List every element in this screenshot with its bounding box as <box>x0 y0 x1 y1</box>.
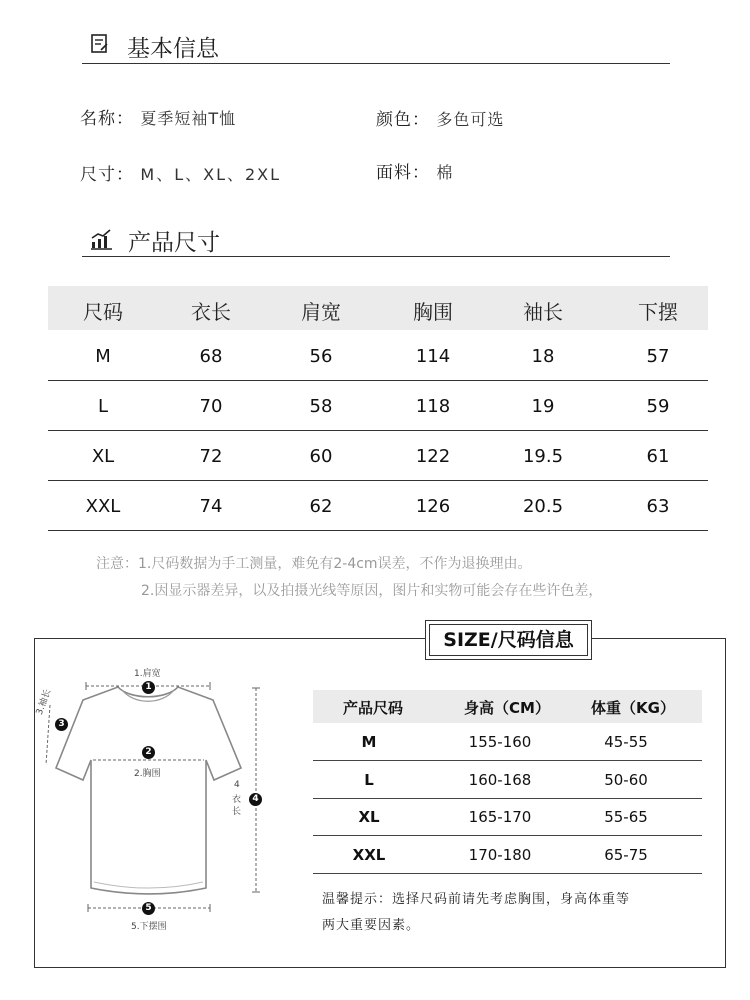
tip-line-1: 温馨提示：选择尺码前请先考虑胸围，身高体重等 <box>322 892 631 907</box>
fabric-field <box>376 158 453 183</box>
badge-3: 3 <box>55 718 68 731</box>
table-cell: 160-168 <box>468 771 532 789</box>
badge-5: 5 <box>142 902 155 915</box>
table-cell: 63 <box>646 496 670 517</box>
table-row <box>48 331 708 381</box>
table-row <box>313 836 702 874</box>
name-value: 夏季短袖T恤 <box>140 109 237 128</box>
badge-1: 1 <box>142 681 155 694</box>
table-cell: 165-170 <box>468 808 532 826</box>
table-cell: 70 <box>199 396 223 417</box>
header-cell: 下摆 <box>638 300 678 324</box>
table-row <box>48 431 708 481</box>
table-cell: 155-160 <box>468 733 532 751</box>
color-field <box>376 105 504 130</box>
table-cell: 65-75 <box>604 846 648 864</box>
table-cell: 60 <box>309 446 333 467</box>
fabric-value: 棉 <box>436 163 454 182</box>
table-cell: 170-180 <box>468 846 532 864</box>
hem-label: 5.下摆围 <box>131 922 167 932</box>
chart-trend-icon <box>90 228 114 250</box>
basic-info-header <box>90 30 390 60</box>
table-cell: 61 <box>646 446 670 467</box>
table-cell: 18 <box>531 346 555 367</box>
size-info-table-header <box>313 690 702 723</box>
note-line-1: 注意：1.尺码数据为手工测量，难免有2-4cm误差，不作为退换理由。 <box>96 556 532 572</box>
size-value: M、L、XL、2XL <box>140 165 282 184</box>
name-label: 名称： <box>80 109 134 129</box>
table-cell: L <box>364 771 374 789</box>
table-cell: 19 <box>531 396 555 417</box>
tip-line-2: 两大重要因素。 <box>322 918 421 933</box>
color-label: 颜色： <box>376 110 430 130</box>
table-cell: 72 <box>199 446 223 467</box>
table-cell: M <box>95 346 111 367</box>
header-cell: 产品尺码 <box>342 699 403 717</box>
header-cell: 身高（CM） <box>464 699 550 717</box>
length-char-1: 衣 <box>232 795 242 805</box>
divider <box>82 256 670 257</box>
table-cell: L <box>97 396 109 417</box>
length-num: 4 <box>234 780 240 790</box>
table-row <box>313 798 702 836</box>
divider <box>82 63 670 64</box>
table-cell: XXL <box>85 496 121 517</box>
header-cell: 肩宽 <box>301 300 341 324</box>
table-cell: 59 <box>646 396 670 417</box>
table-cell: 62 <box>309 496 333 517</box>
size-info-title: SIZE/尺码信息 <box>429 624 588 656</box>
badge-4: 4 <box>249 793 262 806</box>
name-field <box>80 104 236 129</box>
header-cell: 胸围 <box>413 300 453 324</box>
table-row <box>48 381 708 431</box>
badge-2: 2 <box>142 746 155 759</box>
table-cell: 45-55 <box>604 733 648 751</box>
sleeve-label: 3.袖长 <box>34 688 54 717</box>
table-cell: XL <box>91 446 115 467</box>
table-cell: 74 <box>199 496 223 517</box>
table-cell: M <box>361 733 377 751</box>
header-cell: 袖长 <box>523 300 563 324</box>
size-section-header <box>90 224 390 254</box>
table-cell: XL <box>358 808 380 826</box>
tshirt-diagram <box>38 660 278 935</box>
document-edit-icon <box>90 33 110 55</box>
table-cell: 56 <box>309 346 333 367</box>
table-cell: 55-65 <box>604 808 648 826</box>
size-label: 尺寸： <box>80 165 134 185</box>
size-section-title: 产品尺寸 <box>128 230 220 256</box>
shoulder-label: 1.肩宽 <box>134 669 161 679</box>
header-cell: 尺码 <box>83 300 123 324</box>
size-info-title-frame <box>425 620 592 660</box>
table-cell: 122 <box>415 446 451 467</box>
note-line-2: 2.因显示器差异，以及拍摄光线等原因，图片和实物可能会存在些许色差， <box>141 583 603 599</box>
size-table-header <box>48 286 708 330</box>
table-cell: 114 <box>415 346 451 367</box>
header-cell: 体重（KG） <box>591 699 675 717</box>
table-cell: 118 <box>415 396 451 417</box>
fabric-label: 面料： <box>376 163 430 183</box>
size-field <box>80 160 281 185</box>
table-cell: 126 <box>415 496 451 517</box>
table-cell: XXL <box>352 846 386 864</box>
header-cell: 衣长 <box>191 300 231 324</box>
basic-info-title: 基本信息 <box>127 36 219 62</box>
table-cell: 58 <box>309 396 333 417</box>
length-char-2: 长 <box>232 807 242 817</box>
table-cell: 57 <box>646 346 670 367</box>
table-cell: 50-60 <box>604 771 648 789</box>
table-cell: 68 <box>199 346 223 367</box>
color-value: 多色可选 <box>436 110 505 129</box>
table-row <box>313 723 702 761</box>
tshirt-outline-icon <box>56 687 241 894</box>
table-cell: 20.5 <box>522 496 564 517</box>
table-row <box>313 761 702 799</box>
table-row <box>48 481 708 531</box>
table-cell: 19.5 <box>522 446 564 467</box>
chest-label: 2.胸围 <box>134 769 161 779</box>
